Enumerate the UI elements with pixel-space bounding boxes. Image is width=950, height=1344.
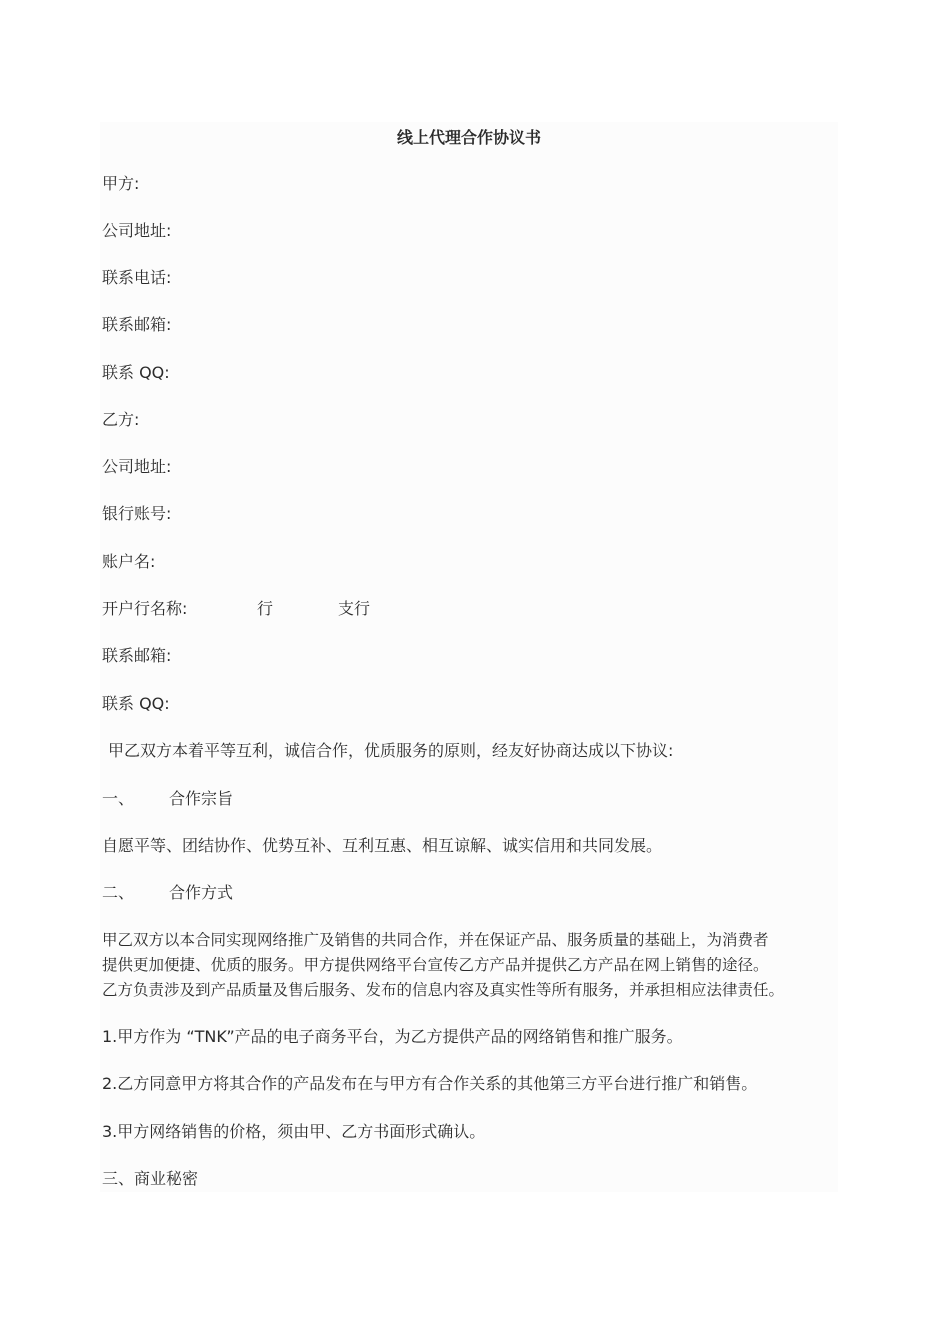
party-b-label: 乙方: [102,410,140,429]
party-b-bank-name-row [102,597,370,621]
section-2-item-2: 2.乙方同意甲方将其合作的产品发布在与甲方有合作关系的其他第三方平台进行推广和销售。 [102,1074,758,1093]
section-1-number: 一、 [102,789,135,808]
party-b-address-label: 公司地址: [102,457,172,476]
party-a-phone-label: 联系电话: [102,268,172,287]
branch-suffix: 支行 [338,599,371,618]
section-2-item-3: 3.甲方网络销售的价格，须由甲、乙方书面形式确认。 [102,1122,486,1141]
bank-name-label: 开户行名称: [102,599,188,618]
intro-text: 甲乙双方本着平等互利，诚信合作，优质服务的原则，经友好协商达成以下协议: [108,741,674,760]
party-a-address-label: 公司地址: [102,221,172,240]
party-a-qq-label: 联系 QQ: [102,363,170,382]
document-title: 线上代理合作协议书 [396,128,541,147]
party-a-label: 甲方: [102,174,140,193]
section-2-body-line: 乙方负责涉及到产品质量及售后服务、发布的信息内容及真实性等所有服务，并承担相应法律责任。 [102,981,785,999]
bank-suffix: 行 [257,599,274,618]
party-b-email-label: 联系邮箱: [102,646,172,665]
party-b-bank-account-label: 银行账号: [102,504,172,523]
party-a-email-label: 联系邮箱: [102,315,172,334]
section-2-body-line: 提供更加便捷、优质的服务。甲方提供网络平台宣传乙方产品并提供乙方产品在网上销售的途径。 [102,956,769,974]
section-1-heading [102,787,233,811]
party-b-qq-label: 联系 QQ: [102,694,170,713]
section-2-heading [102,881,233,905]
section-3-heading: 三、商业秘密 [102,1169,199,1188]
section-2-title: 合作方式 [169,883,234,902]
section-2-body-line: 甲乙双方以本合同实现网络推广及销售的共同合作，并在保证产品、服务质量的基础上，为消费者 [102,931,769,949]
section-1-body: 自愿平等、团结协作、优势互补、互利互惠、相互谅解、诚实信用和共同发展。 [102,836,663,855]
section-2-item-1: 1.甲方作为 “TNK”产品的电子商务平台，为乙方提供产品的网络销售和推广服务。 [102,1027,683,1046]
party-b-account-name-label: 账户名: [102,552,156,571]
section-1-title: 合作宗旨 [169,789,234,808]
section-2-number: 二、 [102,883,135,902]
section-2-body [102,928,842,1003]
